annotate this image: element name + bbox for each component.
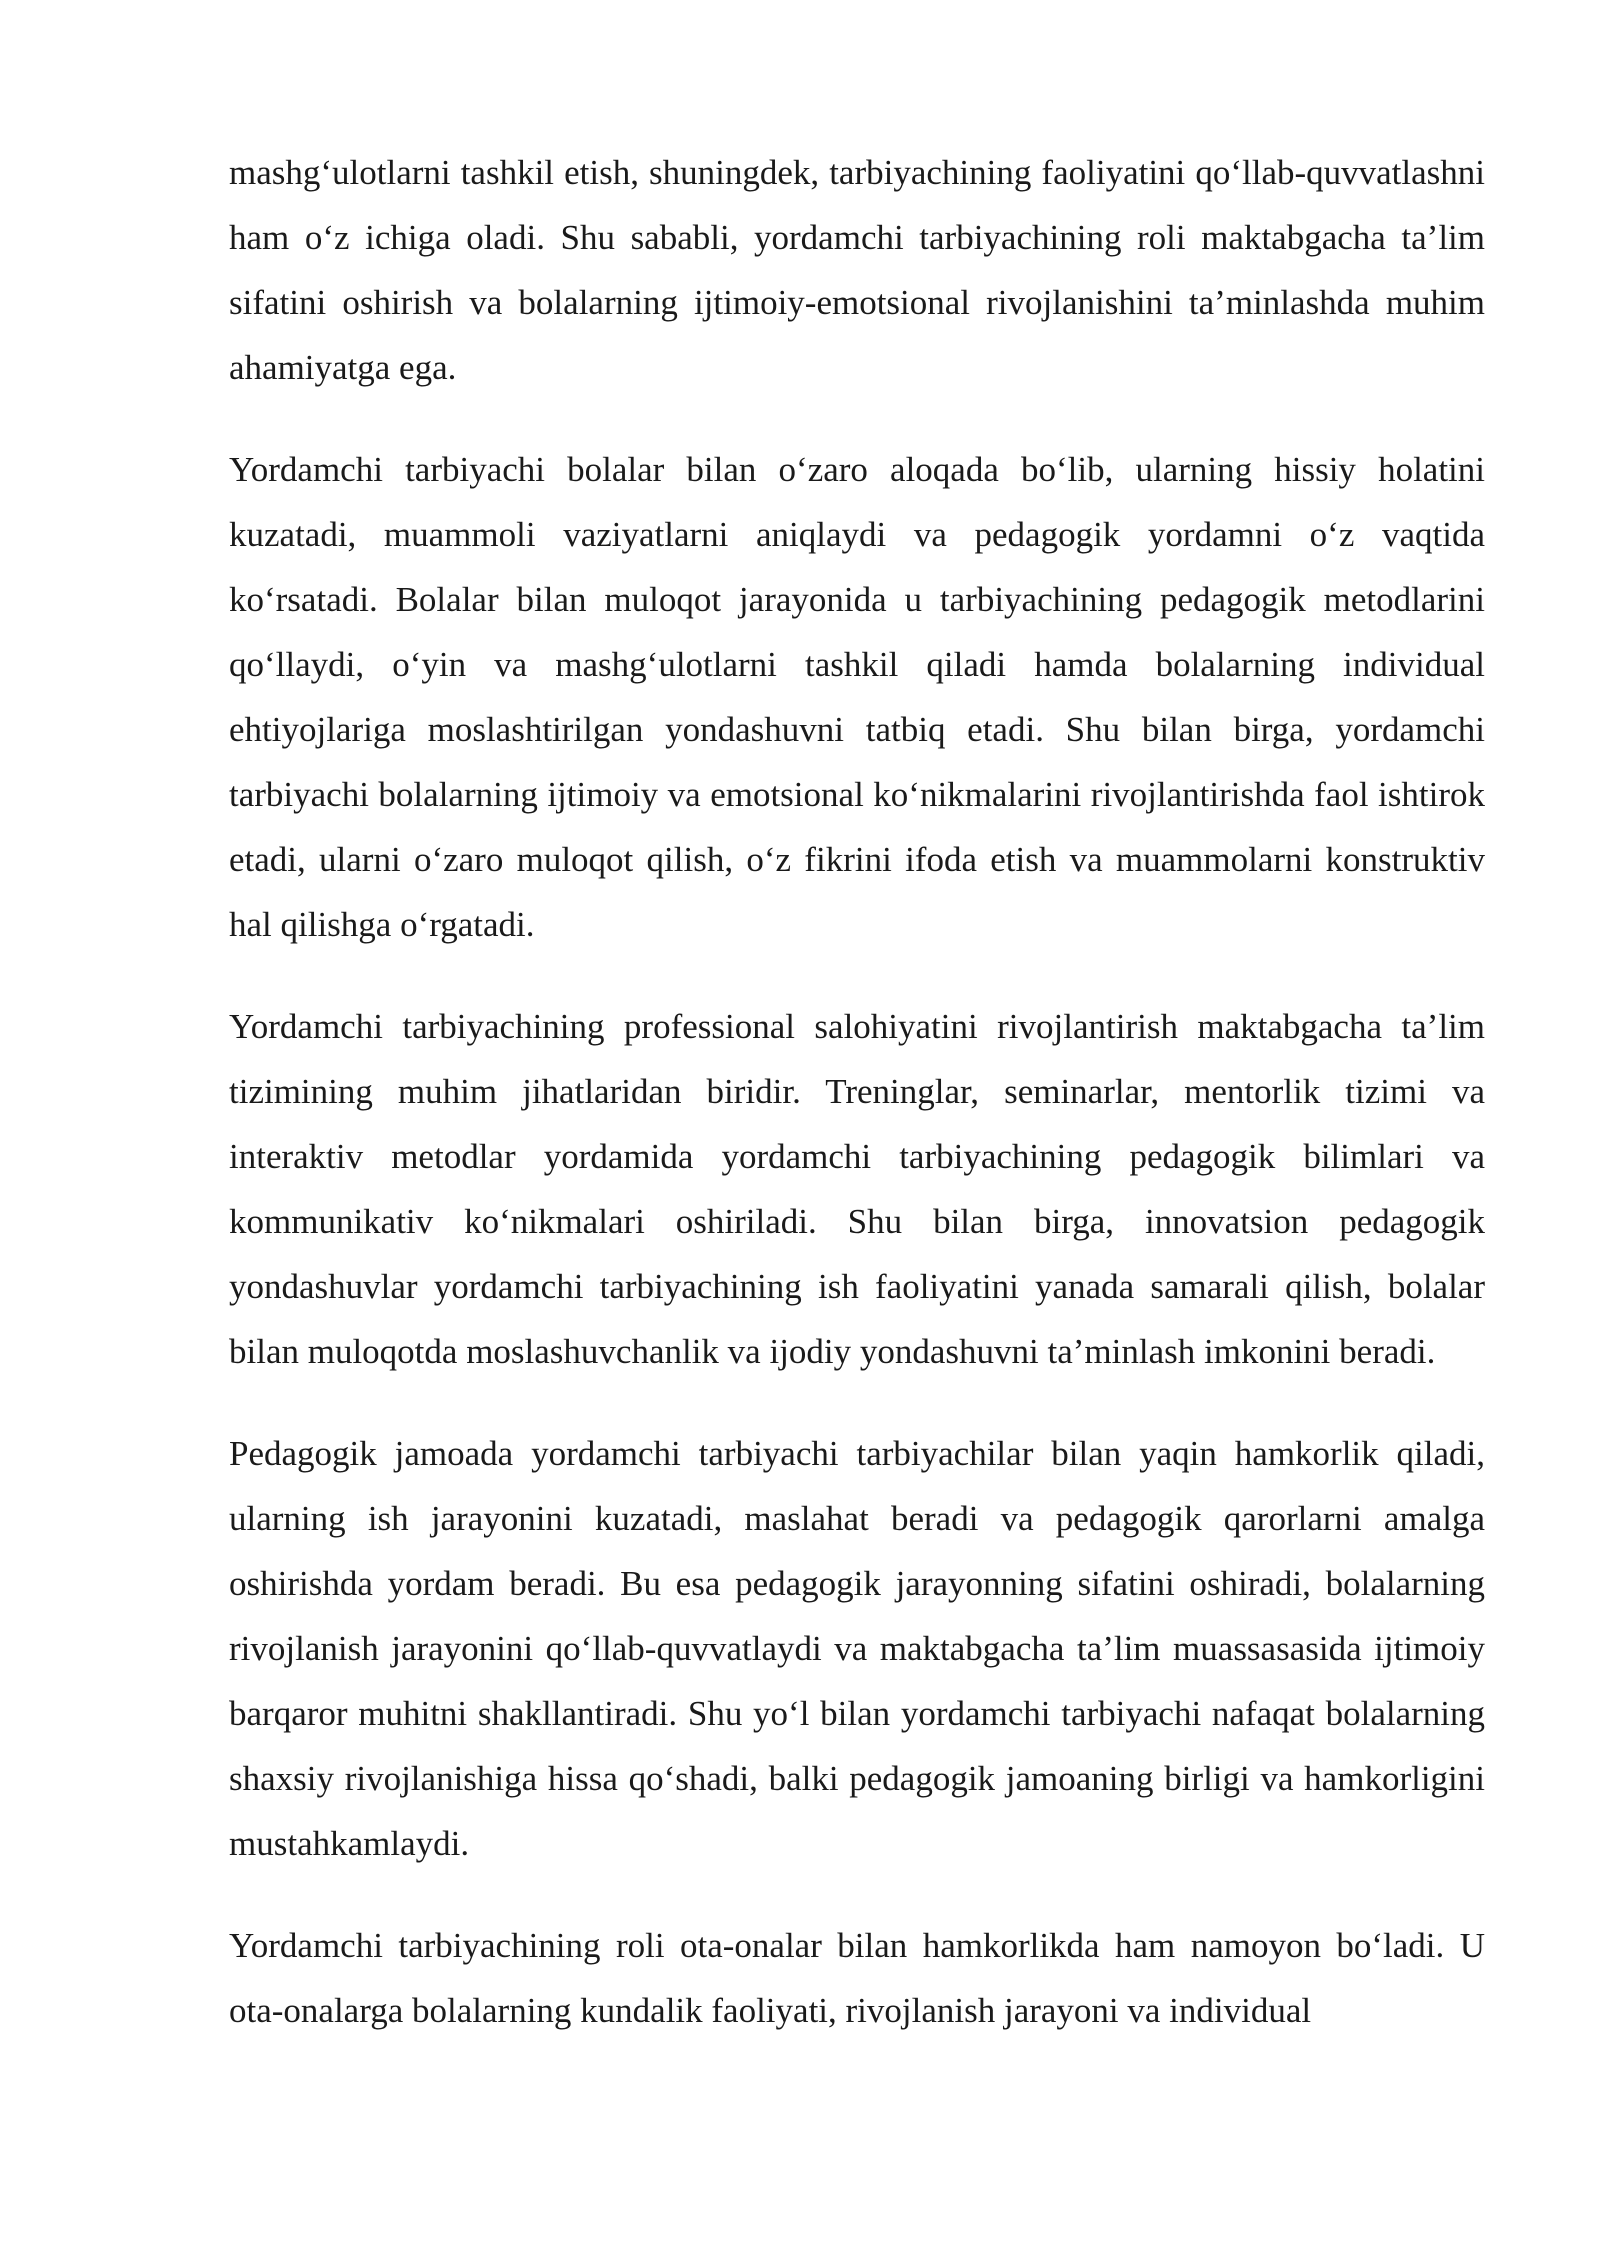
paragraph-3: Yordamchi tarbiyachining professional salohiyatini rivojlantirish maktabgacha ta’lim tizimining muhim jihatlaridan biridir. Treninglar, seminarlar, mentorlik tizimi va interaktiv metodlar yordamida yordamchi tarbiyachining pedagogik bilimlari va kommunikativ ko‘nikmalari oshiriladi. Shu bilan birga, innovatsion pedagogik yondashuvlar yordamchi tarbiyachining ish faoliyatini yanada samarali qilish, bolalar bilan muloqotda moslashuvchanlik va ijodiy yondashuvni ta’minlash imkonini beradi. [229, 1007, 1485, 1371]
paragraph-4: Pedagogik jamoada yordamchi tarbiyachi tarbiyachilar bilan yaqin hamkorlik qiladi, ularning ish jarayonini kuzatadi, maslahat beradi va pedagogik qarorlarni amalga oshirishda yordam beradi. Bu esa pedagogik jarayonning sifatini oshiradi, bolalarning rivojlanish jarayonini qo‘llab-quvvatlaydi va maktabgacha ta’lim muassasasida ijtimoiy barqaror muhitni shakllantiradi. Shu yo‘l bilan yordamchi tarbiyachi nafaqat bolalarning shaxsiy rivojlanishiga hissa qo‘shadi, balki pedagogik jamoaning birligi va hamkorligini mustahkamlaydi. [229, 1434, 1485, 1863]
paragraph-1: mashg‘ulotlarni tashkil etish, shuningdek, tarbiyachining faoliyatini qo‘llab-quvvatlashni ham o‘z ichiga oladi. Shu sababli, yordamchi tarbiyachining roli maktabgacha ta’lim sifatini oshirish va bolalarning ijtimoiy-emotsional rivojlanishini ta’minlashda muhim ahamiyatga ega. [229, 153, 1485, 387]
paragraph-2: Yordamchi tarbiyachi bolalar bilan o‘zaro aloqada bo‘lib, ularning hissiy holatini kuzatadi, muammoli vaziyatlarni aniqlaydi va pedagogik yordamni o‘z vaqtida ko‘rsatadi. Bolalar bilan muloqot jarayonida u tarbiyachining pedagogik metodlarini qo‘llaydi, o‘yin va mashg‘ulotlarni tashkil qiladi hamda bolalarning individual ehtiyojlariga moslashtirilgan yondashuvni tatbiq etadi. Shu bilan birga, yordamchi tarbiyachi bolalarning ijtimoiy va emotsional ko‘nikmalarini rivojlantirishda faol ishtirok etadi, ularni o‘zaro muloqot qilish, o‘z fikrini ifoda etish va muammolarni konstruktiv hal qilishga o‘rgatadi. [229, 450, 1485, 944]
paragraph-5: Yordamchi tarbiyachining roli ota-onalar bilan hamkorlikda ham namoyon bo‘ladi. U ota-onalarga bolalarning kundalik faoliyati, rivojlanish jarayoni va individual [229, 1926, 1485, 2030]
body-text [229, 140, 1485, 2043]
